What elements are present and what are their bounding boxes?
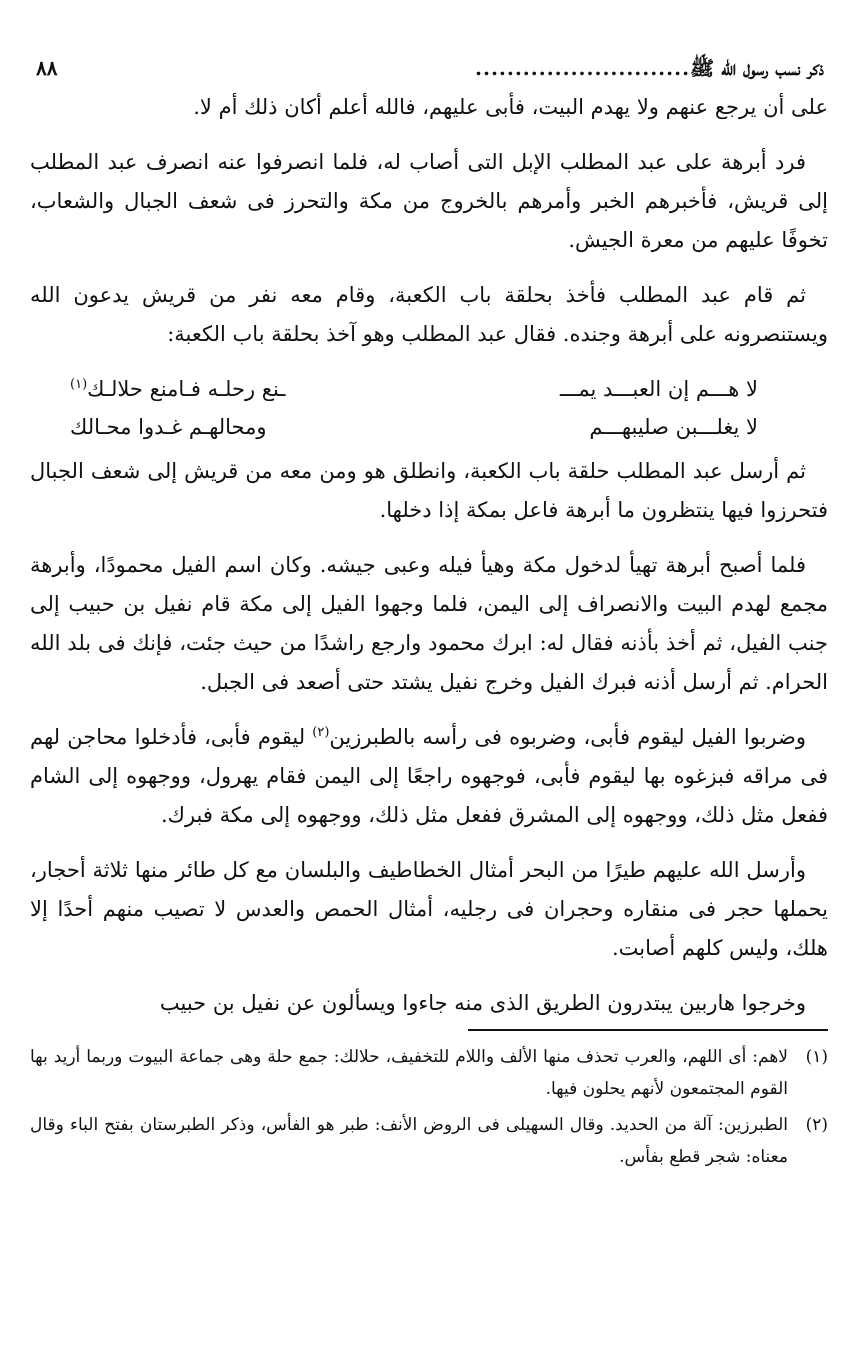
verse-second-half: ـنع رحلـه فـامنع حلالـك$^{(١)}$ xyxy=(70,377,286,401)
footnote-reference[interactable]: (١) xyxy=(70,377,88,392)
footnote xyxy=(30,1041,828,1105)
paragraph: وضربوا الفيل ليقوم فأبى، وضربوه فى رأسه بالطبرزين$^{(٢)}$ ليقوم فأبى، فأدخلوا محاجن لهم فى مراقه فبزغوه بها ليقوم فأبى، فوجهوه راجعًا إلى اليمن فقام يهرول، ووجهوه إلى الشام ففعل مثل ذلك، ووجهوه إلى المشرق ففعل مثل ذلك، ووجهوه إلى مكة فبرك. xyxy=(30,725,828,827)
footnote-number: (٢) xyxy=(805,1115,828,1135)
leader-dots: ........................... xyxy=(475,56,691,80)
paragraph: وأرسل الله عليهم طيرًا من البحر أمثال الخطاطيف والبلسان مع كل طائر منها ثلاثة أحجار، يحملها حجر فى منقاره وحجران فى رجليه، أمثال الحمص والعدس لا تصيب منهم أحدًا إلا هلك، وليس كلهم أصابت. xyxy=(30,858,828,960)
footnotes xyxy=(30,1041,828,1173)
footnote xyxy=(30,1109,828,1173)
verse-second-half: ومحالهـم غـدوا محـالك xyxy=(70,415,267,439)
running-header xyxy=(30,52,828,84)
paragraph: ثم قام عبد المطلب فأخذ بحلقة باب الكعبة، وقام معه نفر من قريش يدعون الله ويستنصرونه على أبرهة وجنده. فقال عبد المطلب وهو آخذ بحلقة باب الكعبة: xyxy=(30,283,828,346)
poem-verse xyxy=(70,370,758,408)
paragraph: وخرجوا هاربين يبتدرون الطريق الذى منه جاءوا ويسألون عن نفيل بن حبيب xyxy=(159,991,806,1015)
paragraph: فلما أصبح أبرهة تهيأ لدخول مكة وهيأ فيله وعبى جيشه. وكان اسم الفيل محمودًا، وأبرهة مجمع لهدم البيت والانصراف إلى اليمن، فلما وجهوا الفيل إلى مكة قام نفيل بن حبيب إلى جنب الفيل، ثم أخذ بأذنه فقال له: ابرك محمود وارجع راشدًا من حيث جئت، فإنك فى بلد الله الحرام. ثم أرسل أذنه فبرك الفيل وخرج نفيل يشتد حتى أصعد فى الجبل. xyxy=(30,553,828,694)
verse-first-half: لا يغلـــبن صليبهـــم xyxy=(589,415,758,439)
page-number: ٨٨ xyxy=(36,56,58,80)
footnote-number: (١) xyxy=(805,1047,828,1067)
footnote-divider xyxy=(468,1029,828,1031)
verse-first-half: لا هـــم إن العبـــد يمـــ xyxy=(559,377,758,401)
paragraph: ثم أرسل عبد المطلب حلقة باب الكعبة، وانطلق هو ومن معه من قريش إلى شعف الجبال فتحرزوا فيها ينتظرون ما أبرهة فاعل بمكة إذا دخلها. xyxy=(30,459,828,522)
footnote-text: لاهم: أى اللهم، والعرب تحذف منها الألف واللام للتخفيف، حلالك: جمع حلة وهى جماعة البيوت وربما أريد بها القوم المجتمعون لأنهم يحلون فيها. xyxy=(30,1047,788,1099)
chapter-title: ذكر نسب رسول الله ﷺ xyxy=(690,56,824,80)
paragraph: على أن يرجع عنهم ولا يهدم البيت، فأبى عليهم، فالله أعلم أكان ذلك أم لا. xyxy=(193,95,828,119)
paragraph: فرد أبرهة على عبد المطلب الإبل التى أصاب له، فلما انصرفوا عنه انصرف عبد المطلب إلى قريش، فأخبرهم الخبر وأمرهم بالخروج من مكة والتحرز فى شعف الجبال والشعاب، تخوفًا عليهم من معرة الجيش. xyxy=(30,150,828,252)
footnote-reference[interactable]: (٢) xyxy=(312,725,330,740)
poem xyxy=(30,370,828,446)
poem-verse xyxy=(70,408,758,446)
footnote-text: الطبرزين: آلة من الحديد. وقال السهيلى فى الروض الأنف: طبر هو الفأس، وذكر الطبرستان بفتح الباء وقال معناه: شجر قطع بفأس. xyxy=(30,1115,788,1167)
main-text xyxy=(30,88,828,1023)
